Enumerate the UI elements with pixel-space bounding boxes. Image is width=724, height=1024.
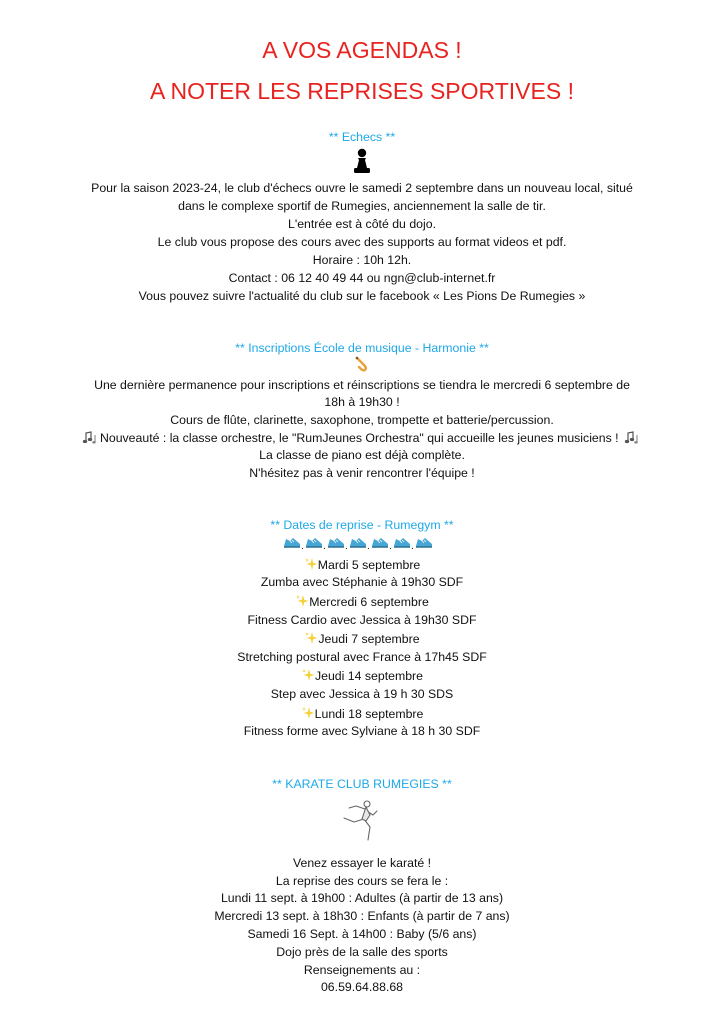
karate-line: Samedi 16 Sept. à 14h00 : Baby (5/6 ans)	[247, 927, 477, 941]
dot-separator: .	[389, 541, 392, 552]
sneaker-row	[283, 535, 443, 551]
dot-separator: .	[411, 541, 414, 552]
rumegym-detail: Fitness forme avec Sylviane à 18 h 30 SDF	[243, 724, 481, 738]
rumegym-date	[0, 706, 724, 722]
karate-line: Dojo près de la salle des sports	[276, 945, 448, 959]
chess-pawn-icon	[351, 148, 373, 174]
echecs-contact-line: Contact : 06 12 40 49 44 ou ngn@club-internet.fr	[228, 271, 496, 285]
rumegym-date-text: Jeudi 14 septembre	[314, 669, 423, 683]
karate-line: Mercredi 13 sept. à 18h30 : Enfants (à partir de 7 ans)	[214, 909, 510, 923]
dot-separator: .	[367, 541, 370, 552]
karate-line: Lundi 11 sept. à 19h00 : Adultes (à partir de 13 ans)	[220, 891, 504, 905]
karate-heading: ** KARATE CLUB RUMEGIES **	[272, 777, 452, 791]
sparkle-icon	[304, 632, 318, 646]
rumegym-detail: Step avec Jessica à 19 h 30 SDS	[270, 687, 454, 701]
music-notes-icon	[82, 431, 99, 444]
music-notes-icon	[624, 431, 641, 444]
rumegym-heading: ** Dates de reprise - Rumegym **	[270, 518, 454, 532]
echecs-line: Horaire : 10h 12h.	[312, 253, 412, 267]
echecs-facebook-line: Vous pouvez suivre l'actualité du club sur le facebook « Les Pions De Rumegies »	[138, 289, 586, 303]
echecs-line: Pour la saison 2023-24, le club d'échecs ouvre le samedi 2 septembre dans un nouveau local, situé	[91, 181, 633, 195]
dot-separator: .	[345, 541, 348, 552]
musique-line: Une dernière permanence pour inscriptions et réinscriptions se tiendra le mercredi 6 septembre de	[94, 378, 630, 392]
sneaker-icon	[327, 535, 345, 554]
sparkle-icon	[295, 595, 309, 609]
rumegym-date	[0, 557, 724, 573]
echecs-heading: ** Echecs **	[328, 130, 396, 144]
musique-nouveaute-line	[0, 431, 724, 446]
karate-line: Venez essayer le karaté !	[292, 856, 432, 870]
rumegym-detail: Stretching postural avec France à 17h45 SDF	[237, 650, 487, 664]
rumegym-date-text: Jeudi 7 septembre	[318, 632, 420, 646]
sneaker-icon	[415, 535, 433, 554]
rumegym-date-text: Lundi 18 septembre	[314, 707, 424, 721]
rumegym-date-text: Mardi 5 septembre	[317, 558, 421, 572]
sneaker-icon	[305, 535, 323, 554]
sneaker-icon	[371, 535, 389, 554]
rumegym-detail: Fitness Cardio avec Jessica à 19h30 SDF	[247, 613, 477, 627]
karate-phone: 06.59.64.88.68	[320, 980, 404, 994]
dot-separator: .	[323, 541, 326, 552]
title-line-1: A VOS AGENDAS !	[262, 37, 462, 63]
musique-line: Cours de flûte, clarinette, saxophone, trompette et batterie/percussion.	[170, 413, 554, 427]
sparkle-icon	[304, 558, 318, 572]
echecs-line: dans le complexe sportif de Rumegies, anciennement la salle de tir.	[178, 199, 546, 213]
karate-line: Renseignements au :	[303, 963, 421, 977]
sneaker-icon	[393, 535, 411, 554]
sneaker-icon	[349, 535, 367, 554]
rumegym-date	[0, 631, 724, 647]
musique-line: 18h à 19h30 !	[324, 395, 400, 409]
rumegym-date	[0, 594, 724, 610]
rumegym-date-text: Mercredi 6 septembre	[309, 595, 429, 609]
musique-nouveaute-text: Nouveauté : la classe orchestre, le "RumJeunes Orchestra" qui accueille les jeunes musiciens !	[99, 431, 619, 445]
karate-line: La reprise des cours se fera le :	[275, 874, 449, 888]
karate-figure-icon	[340, 797, 384, 843]
rumegym-date	[0, 668, 724, 684]
sparkle-icon	[301, 707, 315, 721]
title-line-2: A NOTER LES REPRISES SPORTIVES !	[150, 78, 574, 104]
dot-separator: .	[301, 541, 304, 552]
sneaker-icon	[283, 535, 301, 554]
saxophone-icon	[354, 356, 370, 372]
musique-heading: ** Inscriptions École de musique - Harmonie **	[235, 341, 489, 355]
rumegym-detail: Zumba avec Stéphanie à 19h30 SDF	[260, 575, 464, 589]
musique-line: La classe de piano est déjà complète.	[259, 448, 465, 462]
sparkle-icon	[301, 669, 315, 683]
musique-line: N'hésitez pas à venir rencontrer l'équipe !	[249, 466, 475, 480]
echecs-line: L'entrée est à côté du dojo.	[288, 217, 436, 231]
echecs-line: Le club vous propose des cours avec des supports au format videos et pdf.	[157, 235, 567, 249]
